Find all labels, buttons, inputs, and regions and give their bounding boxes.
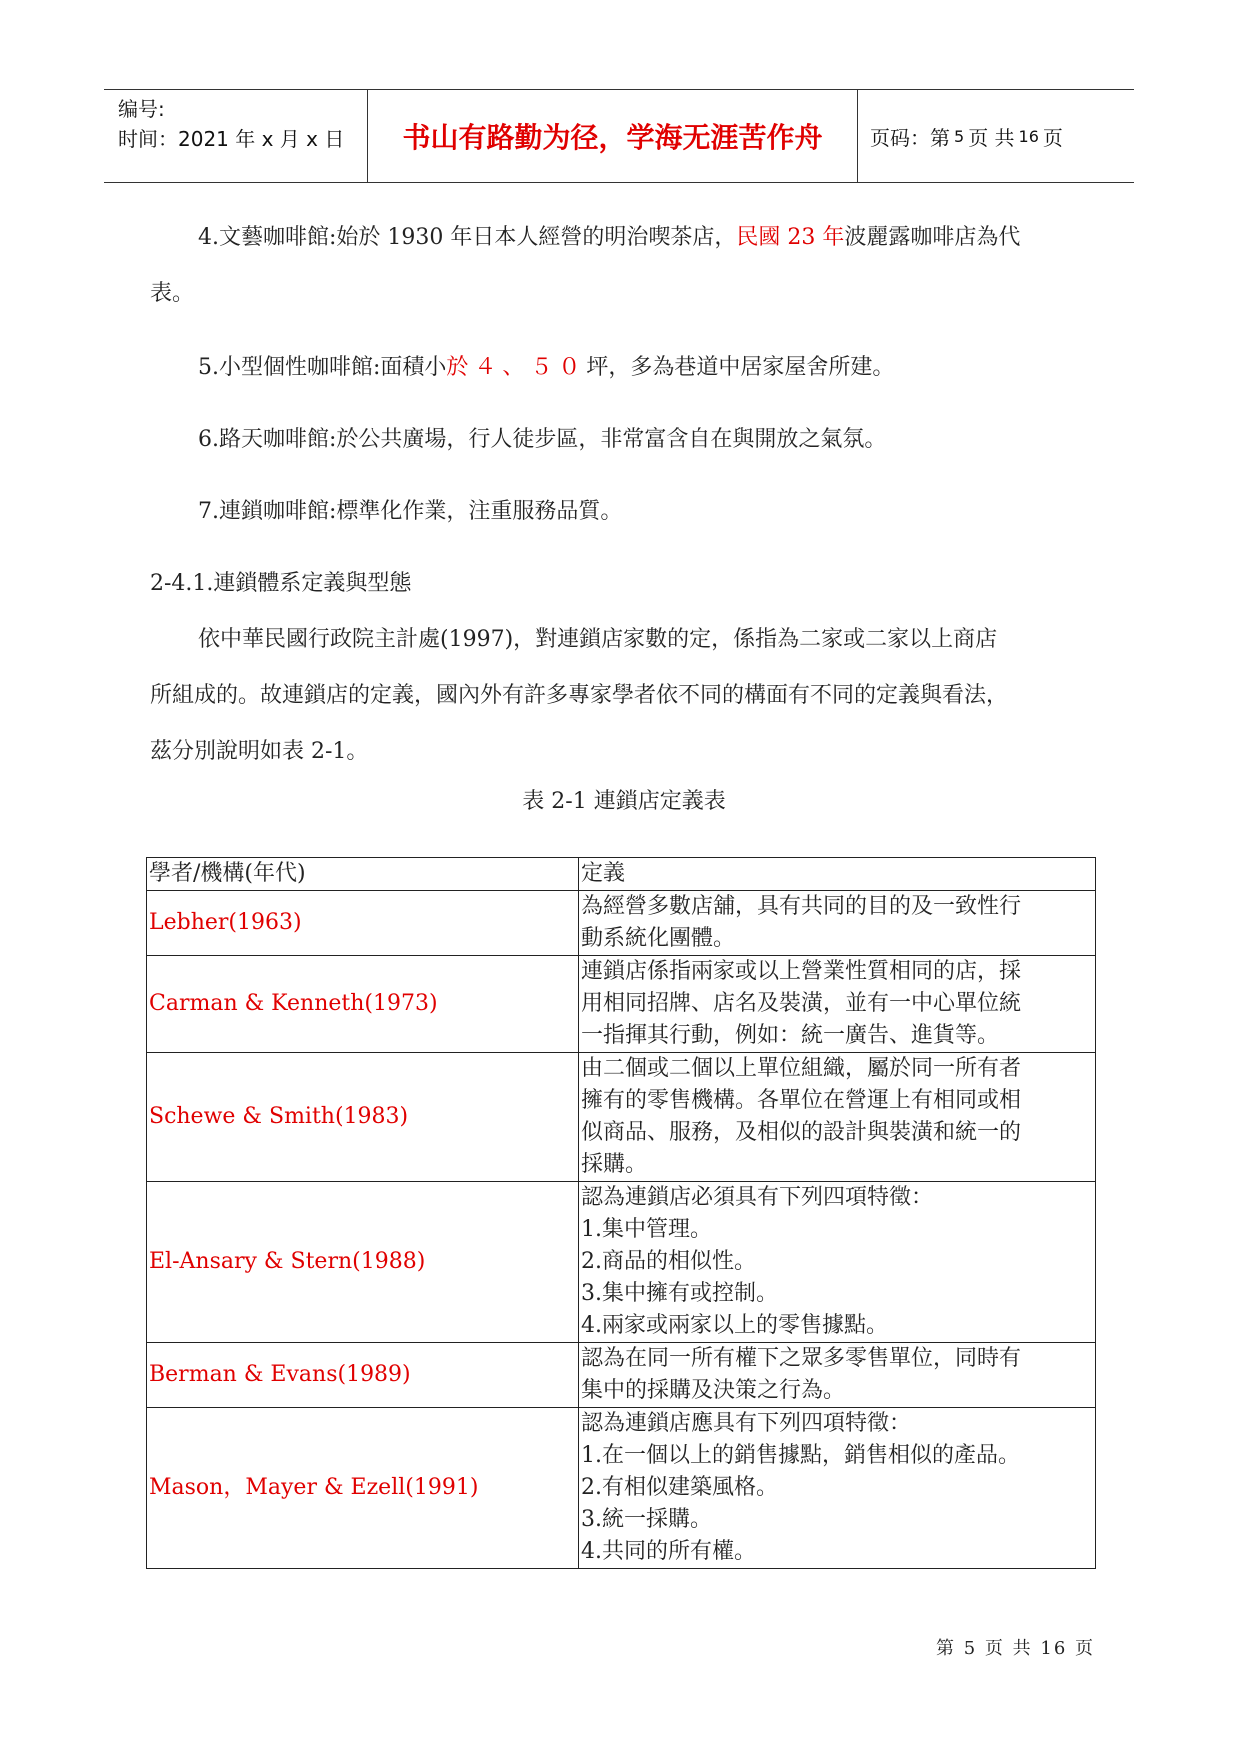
item4-text-end: 波麗露咖啡店為代 xyxy=(844,225,1021,250)
author-cell: Mason，Mayer & Ezell(1991) xyxy=(147,1408,579,1569)
definition-cell: 認為連鎖店必須具有下列四項特徵： 1.集中管理。 2.商品的相似性。 3.集中擁有或控制。 4.兩家或兩家以上的零售據點。 xyxy=(579,1182,1096,1343)
list-item-7: 7.連鎖咖啡館:標準化作業，注重服務品質。 xyxy=(198,499,623,524)
column-header-definition: 定義 xyxy=(579,858,1096,891)
page-header xyxy=(104,89,1134,183)
author-cell: El-Ansary & Stern(1988) xyxy=(147,1182,579,1343)
section-heading: 2-4.1.連鎖體系定義與型態 xyxy=(150,571,412,596)
definition-cell: 為經營多數店舖，具有共同的目的及一致性行 動系統化團體。 xyxy=(579,891,1096,956)
table-row xyxy=(147,891,1096,956)
item4-continuation: 表。 xyxy=(150,281,195,306)
page-total: 16 xyxy=(1018,126,1039,146)
list-item-4 xyxy=(150,210,1098,322)
page-current: 5 xyxy=(954,126,965,146)
table-row xyxy=(147,1053,1096,1182)
document-time-label: 时间：2021 年 x 月 x 日 xyxy=(118,127,345,151)
table-row xyxy=(147,1408,1096,1569)
definition-cell: 由二個或二個以上單位組織，屬於同一所有者 擁有的零售機構。各單位在營運上有相同或相 似商品、服務，及相似的設計與裝潢和統一的 採購。 xyxy=(579,1053,1096,1182)
page-prefix: 页码：第 xyxy=(870,125,950,150)
table-header-row xyxy=(147,858,1096,891)
body-paragraph xyxy=(150,612,1098,780)
author-cell: Carman & Kenneth(1973) xyxy=(147,956,579,1053)
definition-table xyxy=(146,857,1096,1569)
item5-text-end: 坪，多為巷道中居家屋舍所建。 xyxy=(586,355,895,380)
paragraph-line-3: 茲分別說明如表 2-1。 xyxy=(150,739,369,764)
table-row xyxy=(147,956,1096,1053)
author-cell: Schewe & Smith(1983) xyxy=(147,1053,579,1182)
author-cell: Lebher(1963) xyxy=(147,891,579,956)
page-footer: 第 5 页 共 16 页 xyxy=(936,1638,1095,1659)
definition-cell: 連鎖店係指兩家或以上營業性質相同的店，採 用相同招牌、店名及裝潢，並有一中心單位統 一指揮其行動，例如：統一廣告、進貨等。 xyxy=(579,956,1096,1053)
definition-cell: 認為在同一所有權下之眾多零售單位，同時有 集中的採購及決策之行為。 xyxy=(579,1343,1096,1408)
table-caption: 表 2-1 連鎖店定義表 xyxy=(522,789,726,814)
table-row xyxy=(147,1182,1096,1343)
item4-text: 4.文藝咖啡館:始於 1930 年日本人經營的明治喫茶店， xyxy=(198,225,737,250)
document-number-label: 编号: xyxy=(118,97,165,121)
header-page-number xyxy=(858,90,1134,182)
paragraph-line-1: 依中華民國行政院主計處(1997)，對連鎖店家數的定，係指為二家或二家以上商店 xyxy=(198,627,998,652)
definition-cell: 認為連鎖店應具有下列四項特徵： 1.在一個以上的銷售據點，銷售相似的產品。 2.有相似建築風格。 3.統一採購。 4.共同的所有權。 xyxy=(579,1408,1096,1569)
list-item-6: 6.路天咖啡館:於公共廣場，行人徒步區，非常富含自在與開放之氣氛。 xyxy=(198,427,887,452)
item4-highlight: 民國 23 年 xyxy=(736,225,845,250)
paragraph-line-2: 所組成的。故連鎖店的定義，國內外有許多專家學者依不同的構面有不同的定義與看法， xyxy=(150,683,1009,708)
item5-highlight: 於４、５０ xyxy=(446,355,587,380)
header-info xyxy=(104,90,368,182)
header-motto: 书山有路勤为径，学海无涯苦作舟 xyxy=(368,90,858,182)
author-cell: Berman & Evans(1989) xyxy=(147,1343,579,1408)
table-row xyxy=(147,1343,1096,1408)
page-mid: 页 共 xyxy=(968,125,1015,150)
item5-text: 5.小型個性咖啡館:面積小 xyxy=(198,355,447,380)
page-suffix: 页 xyxy=(1042,125,1063,150)
column-header-author: 學者/機構(年代) xyxy=(147,858,579,891)
list-item-5 xyxy=(150,340,1098,396)
